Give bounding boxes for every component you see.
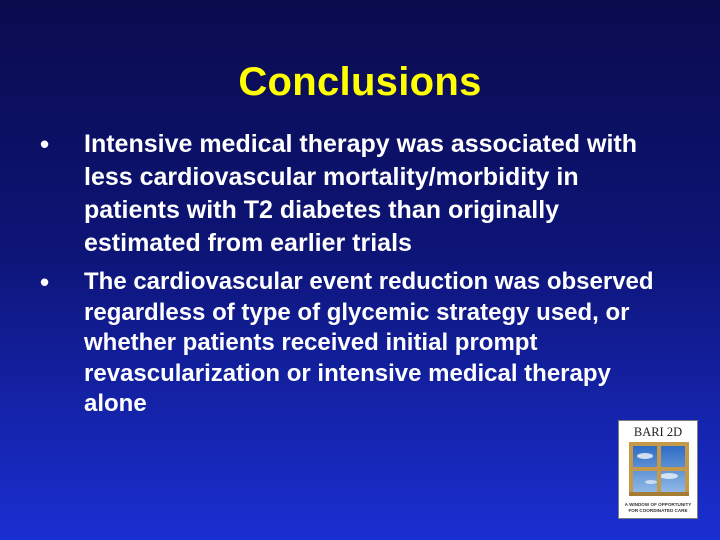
logo-tagline <box>619 502 697 514</box>
bari-2d-logo <box>618 420 698 519</box>
bullet-item <box>40 267 680 420</box>
bullet-marker: • <box>40 267 50 297</box>
bullet-text: The cardiovascular event reduction was observed regardless of type of glycemic strategy used, or whether patients received initial prompt revascularization or intensive medical therapy alone <box>84 268 654 417</box>
bullet-marker: • <box>40 129 50 159</box>
logo-tagline-line1: A WINDOW OF OPPORTUNITY <box>624 502 692 507</box>
logo-tagline-line2: FOR COORDINATED CARE <box>628 508 688 513</box>
bullet-text: Intensive medical therapy was associated with less cardiovascular mortality/morbidity in patients with T2 diabetes than originally estimated from earlier trials <box>84 130 637 257</box>
logo-name: BARI 2D <box>633 425 683 439</box>
window-icon <box>629 442 689 496</box>
bullet-item <box>40 128 680 260</box>
bullet-list <box>40 128 680 420</box>
slide-title: Conclusions <box>238 60 482 104</box>
